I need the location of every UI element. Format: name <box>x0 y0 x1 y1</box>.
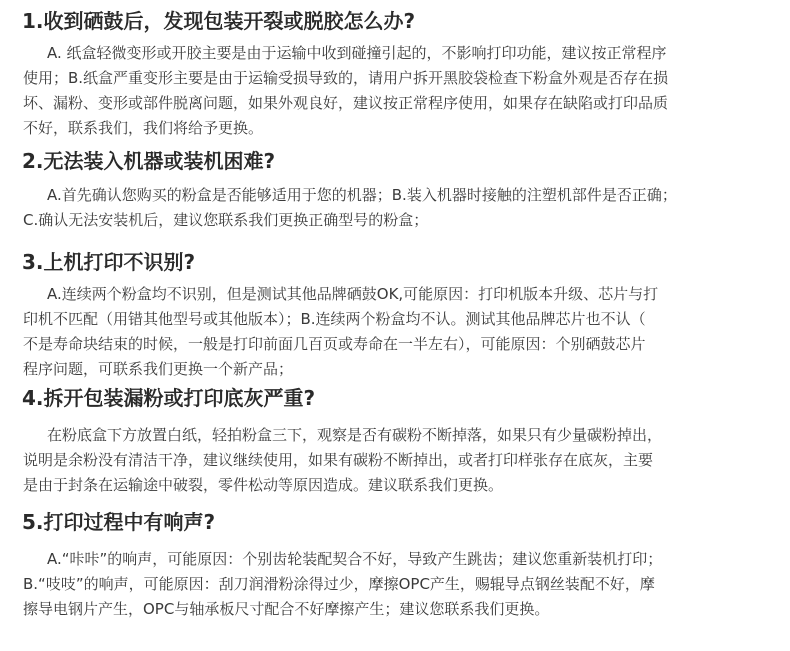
faq-question-1: 1.收到硒鼓后，发现包装开裂或脱胶怎么办? <box>22 9 416 33</box>
faq-answer-5 <box>23 547 775 622</box>
answer-line: 程序问题，可联系我们更换一个新产品； <box>23 360 294 378</box>
faq-answer-3 <box>23 282 775 382</box>
answer-line: A.“咔咔”的响声，可能原因：个别齿轮装配契合不好，导致产生跳齿；建议您重新装机打印； <box>47 550 663 568</box>
answer-line: 坏、漏粉、变形或部件脱离问题，如果外观良好，建议按正常程序使用，如果存在缺陷或打印品质 <box>23 94 669 112</box>
faq-answer-1 <box>23 41 775 141</box>
answer-line: 不好，联系我们，我们将给予更换。 <box>23 119 264 137</box>
faq-answer-2 <box>23 183 775 233</box>
answer-line: 在粉底盒下方放置白纸，轻拍粉盒三下，观察是否有碳粉不断掉落，如果只有少量碳粉掉出， <box>47 426 663 444</box>
faq-question-5: 5.打印过程中有响声? <box>22 510 216 534</box>
faq-answer-4 <box>23 423 775 498</box>
answer-line: 使用；B.纸盒严重变形主要是由于运输受损导致的，请用户拆开黑胶袋检查下粉盒外观是否存在损 <box>23 69 669 87</box>
faq-question-4: 4.拆开包装漏粉或打印底灰严重? <box>22 386 316 410</box>
faq-question-3: 3.上机打印不识别? <box>22 250 196 274</box>
answer-line: A.连续两个粉盒均不识别，但是测试其他品牌硒鼓OK,可能原因：打印机版本升级、芯片与打 <box>47 285 659 303</box>
answer-line: A.首先确认您购买的粉盒是否能够适用于您的机器；B.装入机器时接触的注塑机部件是否正确； <box>47 186 677 204</box>
answer-line: A. 纸盒轻微变形或开胶主要是由于运输中收到碰撞引起的，不影响打印功能，建议按正常程序 <box>47 44 667 62</box>
answer-line: 印机不匹配（用错其他型号或其他版本）；B.连续两个粉盒均不认。测试其他品牌芯片也不认（ <box>23 310 646 328</box>
answer-line: 擦导电钢片产生，OPC与轴承板尺寸配合不好摩擦产生；建议您联系我们更换。 <box>23 600 550 618</box>
answer-line: 不是寿命块结束的时候，一般是打印前面几百页或寿命在一半左右），可能原因：个别硒鼓芯片 <box>23 335 646 353</box>
answer-line: B.“吱吱”的响声，可能原因：刮刀润滑粉涂得过少，摩擦OPC产生，赐辊导点钢丝装配不好，摩 <box>23 575 655 593</box>
faq-question-2: 2.无法装入机器或装机困难? <box>22 149 276 173</box>
answer-line: 是由于封条在运输途中破裂，零件松动等原因造成。建议联系我们更换。 <box>23 476 504 494</box>
answer-line: C.确认无法安装机后，建议您联系我们更换正确型号的粉盒； <box>23 211 429 229</box>
answer-line: 说明是余粉没有清洁干净，建议继续使用，如果有碳粉不断掉出，或者打印样张存在底灰，主要 <box>23 451 654 469</box>
